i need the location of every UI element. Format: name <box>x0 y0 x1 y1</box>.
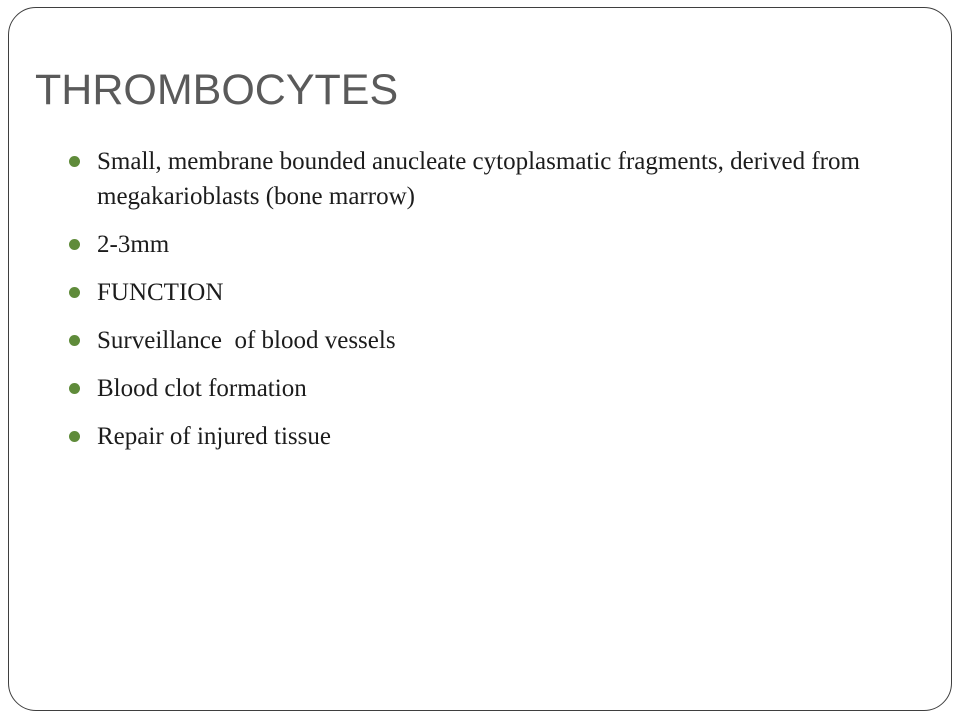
bullet-text: Blood clot formation <box>97 375 307 402</box>
bullet-item <box>69 275 929 310</box>
bullet-text: FUNCTION <box>97 279 224 306</box>
slide-title: THROMBOCYTES <box>35 66 399 114</box>
slide-frame <box>8 7 952 711</box>
bullet-text: 2-3mm <box>97 231 170 258</box>
bullet-item <box>69 144 929 214</box>
bullet-text: Repair of injured tissue <box>97 423 331 450</box>
bullet-text: Surveillance of blood vessels <box>97 327 396 354</box>
bullet-dot-icon <box>69 156 80 167</box>
bullet-dot-icon <box>69 287 80 298</box>
bullet-dot-icon <box>69 335 80 346</box>
bullet-item <box>69 419 929 454</box>
bullet-dot-icon <box>69 431 80 442</box>
bullet-dot-icon <box>69 383 80 394</box>
bullet-item <box>69 227 929 262</box>
bullet-list <box>69 144 929 467</box>
bullet-item <box>69 371 929 406</box>
bullet-text: Small, membrane bounded anucleate cytoplasmatic fragments, derived from megakarioblasts (bone marrow) <box>97 148 860 210</box>
bullet-item <box>69 323 929 358</box>
bullet-dot-icon <box>69 239 80 250</box>
